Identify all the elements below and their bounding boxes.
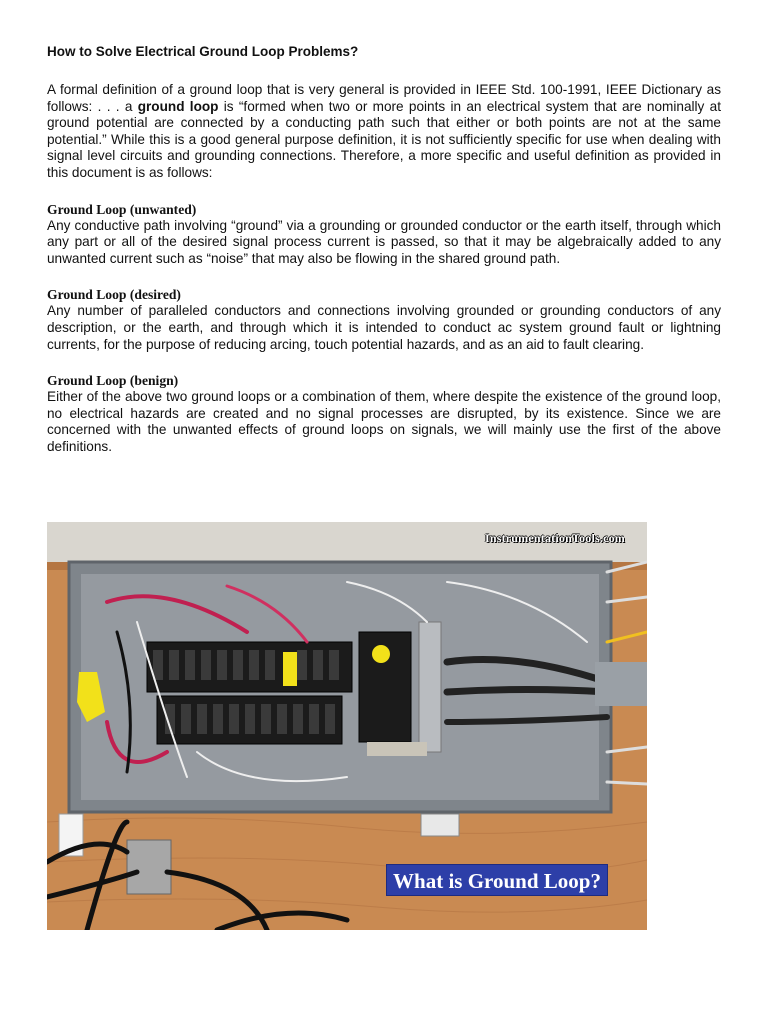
intro-bold-term: ground loop — [137, 98, 219, 114]
intro-text-1: A formal definition of a ground loop that is very general is provided in IEEE Std. 100-1991, IEEE Dictionary as follows: . . . a — [47, 82, 721, 114]
section-heading: Ground Loop (desired) — [47, 287, 181, 303]
electrical-panel-photo — [47, 522, 647, 930]
section-body: Any conductive path involving “ground” via a grounding or grounded conductor or the earth itself, through which any part or all of the desired signal process current is passed, so that it may be algebraically added to any unwanted current such as “noise” that may also be flowing in the shared ground path. — [47, 217, 721, 266]
photo-caption-banner: What is Ground Loop? — [386, 864, 608, 896]
section-unwanted — [47, 202, 721, 268]
intro-paragraph — [47, 82, 721, 182]
section-heading: Ground Loop (benign) — [47, 373, 179, 389]
watermark-text: InstrumentationTools.com — [484, 531, 625, 545]
section-body: Either of the above two ground loops or a combination of them, where despite the existence of the ground loop, no electrical hazards are created and no signal processes are disrupted, by its existence. Since we are concerned with the unwanted effects of ground loops on signals, we will mainly use the first of the above definitions. — [47, 389, 721, 454]
section-benign — [47, 373, 721, 455]
intro-text-2: is “formed when two or more points in an electrical system that are nominally at ground potential are connected by a conducting path such that either or both points are not at the same potential.” While this is a good general purpose definition, it is not sufficiently specific for use when dealing with signal level circuits and grounding connections. Therefore, a more specific and useful definition as provided in this document is as follows: — [47, 98, 721, 180]
section-desired — [47, 287, 721, 353]
section-heading: Ground Loop (unwanted) — [47, 201, 197, 217]
section-body: Any number of paralleled conductors and connections involving grounded or grounding conductors of any description, or the earth, and through which it is intended to conduct ac system ground fault or lightning currents, for the purpose of reducing arcing, touch potential hazards, and as an aid to fault clearing. — [47, 303, 721, 352]
page-title: How to Solve Electrical Ground Loop Problems? — [47, 44, 359, 59]
article-body — [47, 44, 721, 456]
